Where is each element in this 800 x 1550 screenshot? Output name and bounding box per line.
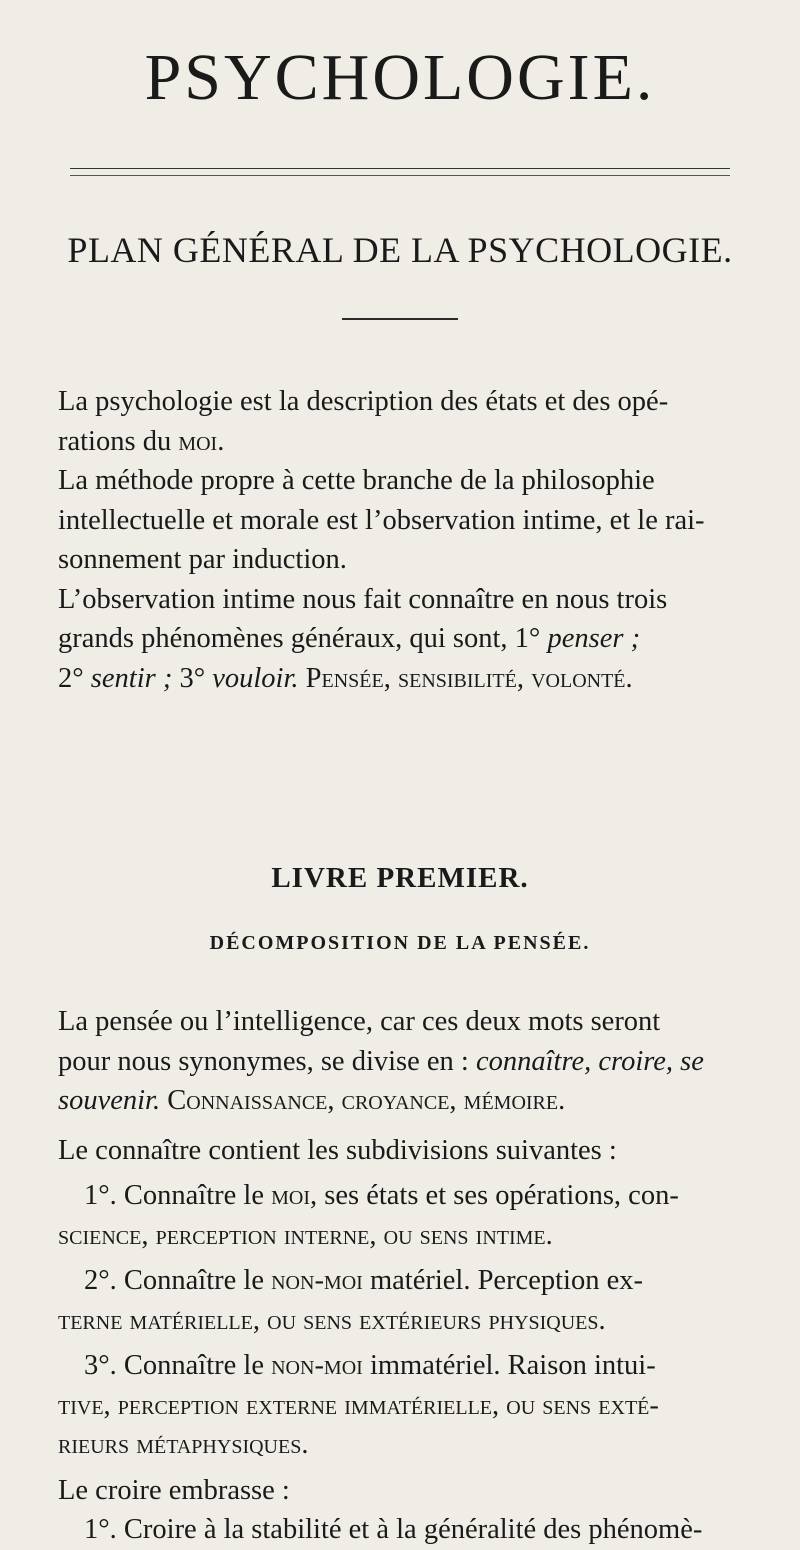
text-line [58, 1471, 742, 1511]
text-line [58, 461, 742, 501]
italic-term: penser ; [547, 623, 641, 654]
text-line [58, 1346, 742, 1386]
body-block [58, 1002, 742, 1550]
page-title: PSYCHOLOGIE. [144, 41, 656, 114]
text-run: 2°. Connaître le [84, 1265, 272, 1296]
text-run: La pensée ou l’intelligence, car ces deux mots seront [58, 1006, 661, 1037]
short-rule-divider [342, 318, 458, 320]
text-run: matériel. Perception ex- [362, 1265, 643, 1296]
text-run: 2° [58, 662, 91, 694]
text-line [58, 1176, 742, 1216]
text-run: 1°. Croire à la stabilité et à la généralité des phénomè- [84, 1514, 703, 1545]
text-line [58, 580, 742, 620]
italic-term: connaître, croire, se [475, 1045, 704, 1077]
text-line [58, 1042, 742, 1082]
moi-term: moi [271, 1180, 310, 1211]
smallcaps-terms: Pensée, sensibilité, volonté. [298, 662, 633, 694]
text-line [58, 1216, 742, 1256]
text-line [58, 619, 742, 659]
text-run: immatériel. Raison intui- [362, 1350, 656, 1381]
chapter-subheading: DÉCOMPOSITION DE LA PENSÉE. [209, 932, 591, 954]
intro-block [58, 382, 742, 698]
text-line [58, 501, 742, 541]
smallcaps-terms: science, perception interne, ou sens intime. [58, 1219, 553, 1251]
text-run: 3° [172, 662, 213, 694]
text-run: La méthode propre à cette branche de la philosophie [58, 465, 655, 496]
text-line [58, 659, 742, 699]
smallcaps-terms: tive, perception externe immatérielle, ou sens exté- [58, 1389, 659, 1421]
text-run: L’observation intime nous fait connaître en nous trois [58, 583, 668, 615]
text-line [58, 1131, 742, 1171]
text-line [58, 1425, 742, 1465]
text-run: grands phénomènes généraux, qui sont, 1° [58, 623, 548, 654]
text-run: Le croire embrasse : [58, 1474, 290, 1506]
text-run: Le connaître contient les subdivisions suivantes : [58, 1134, 617, 1166]
text-run: sonnement par induction. [58, 544, 347, 575]
text-run: rations du [58, 425, 179, 457]
italic-term: souvenir. [58, 1085, 161, 1116]
text-run: pour nous synonymes, se divise en : [58, 1045, 476, 1077]
text-line [58, 382, 742, 422]
smallcaps-terms: terne matérielle, ou sens extérieurs physiques. [58, 1304, 606, 1336]
italic-term: sentir ; [90, 662, 173, 694]
smallcaps-terms: rieurs métaphysiques. [58, 1429, 309, 1460]
text-run: La psychologie est la description des états et des opé- [58, 386, 669, 417]
double-rule-divider [70, 168, 730, 176]
smallcaps-terms: Connaissance, croyance, mémoire. [160, 1085, 566, 1116]
text-line [58, 1301, 742, 1341]
text-line [58, 540, 742, 580]
text-line [58, 1002, 742, 1042]
italic-term: vouloir. [212, 662, 299, 694]
text-line [58, 422, 742, 462]
non-moi-term: non-moi [271, 1265, 363, 1296]
text-run: 3°. Connaître le [84, 1350, 272, 1381]
section-heading: PLAN GÉNÉRAL DE LA PSYCHOLOGIE. [67, 230, 733, 270]
text-run: intellectuelle et morale est l’observation intime, et le rai- [58, 504, 705, 536]
text-run: 1°. Connaître le [84, 1180, 272, 1211]
text-line [58, 1261, 742, 1301]
non-moi-term: non-moi [271, 1350, 363, 1381]
text-run: , ses états et ses opérations, con- [310, 1180, 679, 1211]
book-heading: LIVRE PREMIER. [271, 862, 529, 894]
text-line [58, 1081, 742, 1121]
text-line [58, 1510, 742, 1550]
moi-term: moi. [178, 425, 225, 457]
text-line [58, 1386, 742, 1426]
